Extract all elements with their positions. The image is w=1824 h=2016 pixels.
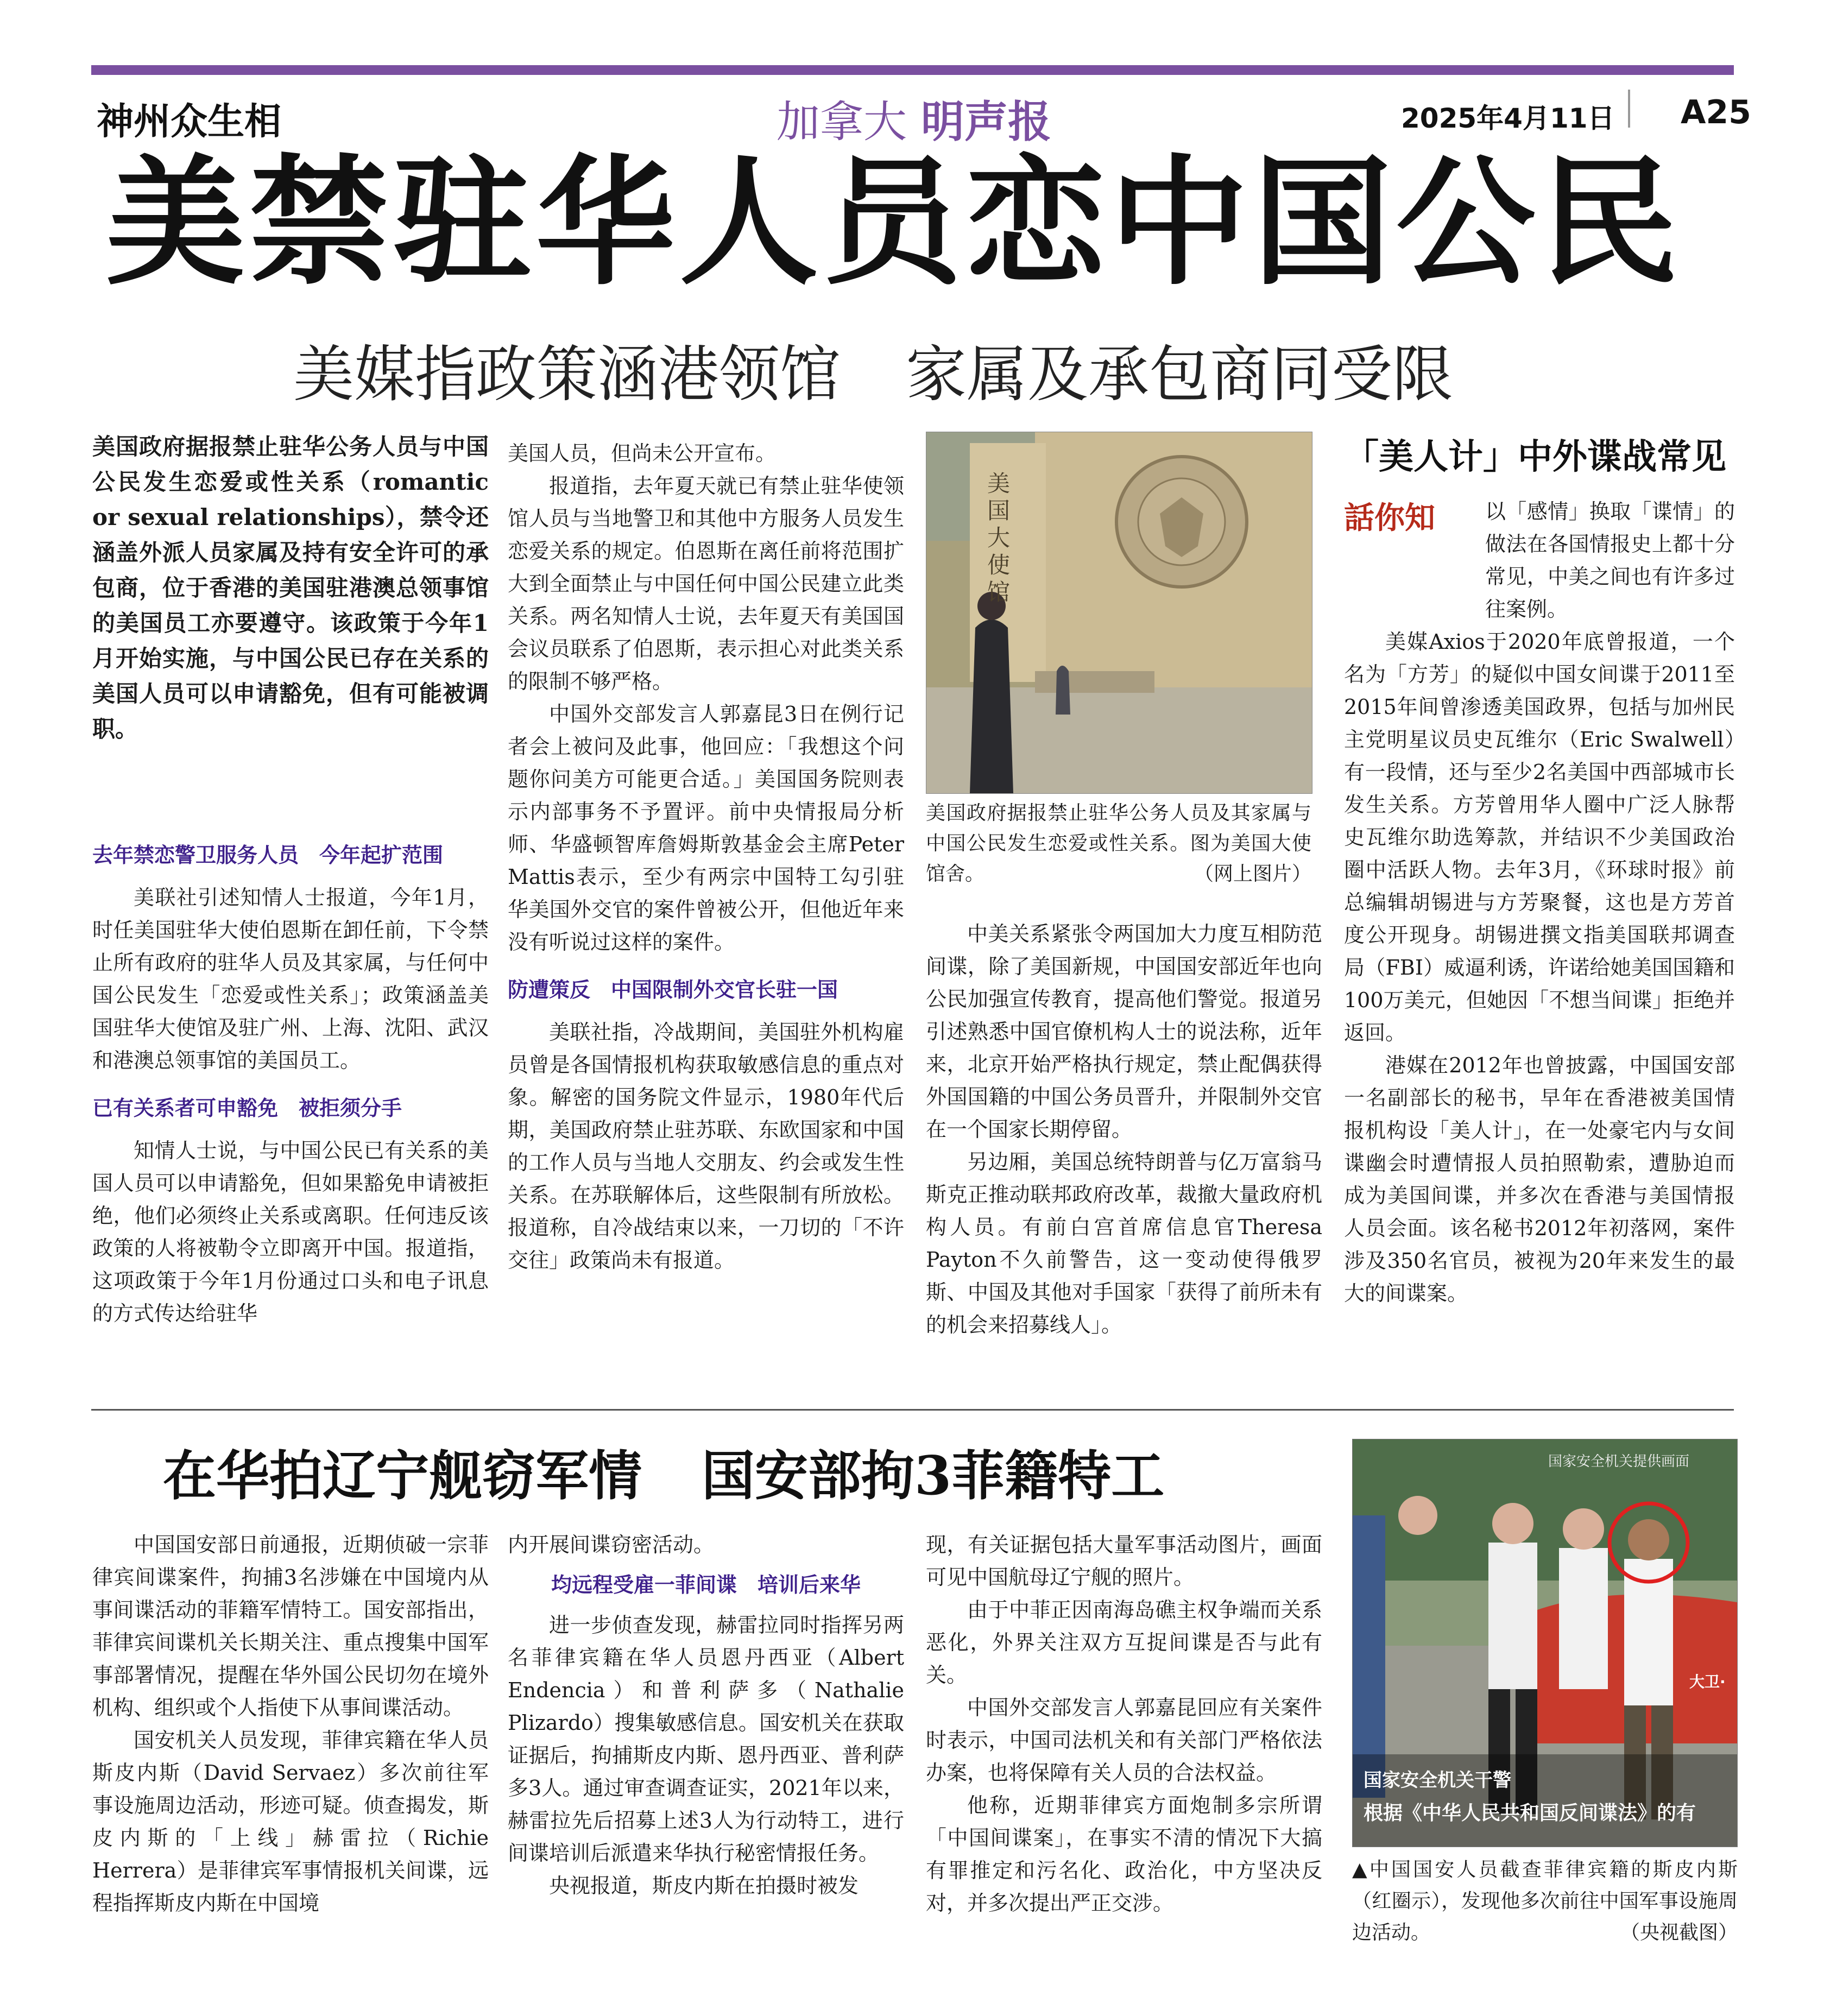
top-color-bar bbox=[91, 65, 1734, 75]
sub-headline bbox=[293, 326, 1542, 413]
section-title: 神州众生相 bbox=[97, 100, 282, 143]
cctv-screenshot bbox=[1352, 1439, 1738, 1847]
page-number: A25 bbox=[1681, 93, 1751, 131]
story2-headline bbox=[163, 1433, 1164, 1510]
story1-paragraph: 美联社引述知情人士报道，今年1月，时任美国驻华大使伯恩斯在卸任前，下令禁止所有政府的驻华人员及其家属，与任何中国公民发生「恋爱或性关系」；政策涵盖美国驻华大使馆及驻广州、上海、沈阳、武汉和港澳总领事馆的美国员工。 bbox=[92, 886, 489, 1072]
story2-paragraph: 中国国安部日前通报，近期侦破一宗菲律宾间谍案件，拘捕3名涉嫌在中国境内从事间谍活动的菲籍军情特工。国安部指出，菲律宾间谍机关长期关注、重点搜集中国军事部署情况，提醒在华外国公民切勿在境外机构、组织或个人指使下从事间谍活动。 bbox=[92, 1533, 489, 1720]
masthead-divider bbox=[1628, 90, 1630, 128]
column-name: 話你知 bbox=[1344, 500, 1435, 536]
sidebar-headline: 「美人计」中外谍战常见 bbox=[1344, 437, 1726, 477]
screenshot-name-tag: 大卫· bbox=[1689, 1673, 1726, 1691]
embassy-photo bbox=[926, 432, 1312, 794]
story2-paragraph: 国安机关人员发现，菲律宾籍在华人员斯皮内斯（David Servaez）多次前往军事设施周边活动，形迹可疑。侦查揭发，斯皮内斯的「上线」赫雷拉（Richie Herrera）是菲律宾军事情报机关间谍，远程指挥斯皮内斯在中国境 bbox=[92, 1728, 489, 1915]
photo-credit: （网上图片） bbox=[1194, 863, 1311, 885]
story-divider bbox=[91, 1409, 1734, 1411]
story1-paragraph: 美国人员，但尚未公开宣布。 bbox=[508, 441, 777, 465]
story2-column-3 bbox=[926, 1528, 1322, 1919]
sidebar-body bbox=[1344, 495, 1735, 1310]
story1-subhead-2: 已有关系者可申豁免 被拒须分手 bbox=[92, 1096, 402, 1120]
story1-column-2 bbox=[508, 437, 904, 1276]
screenshot-subtitle-1: 国家安全机关干警 bbox=[1364, 1769, 1511, 1791]
cctv-caption-credit: （央视截图） bbox=[1620, 1922, 1738, 1944]
story2-paragraph: 他称，近期菲律宾方面炮制多宗所谓「中国间谍案」，在事实不清的情况下大搞有罪推定和污名化、政治化，中方坚决反对，并多次提出严正交涉。 bbox=[926, 1793, 1322, 1915]
embassy-photo-image bbox=[926, 432, 1312, 793]
paper-name bbox=[777, 87, 1051, 149]
story2-paragraph: 现，有关证据包括大量军事活动图片，画面可见中国航母辽宁舰的照片。 bbox=[926, 1533, 1322, 1589]
paper-brand: 明声报 bbox=[921, 97, 1051, 147]
issue-date: 2025年4月11日 bbox=[1401, 103, 1615, 134]
story1-paragraph: 美联社指，冷战期间，美国驻外机构雇员曾是各国情报机构获取敏感信息的重点对象。解密的国务院文件显示，1980年代后期，美国政府禁止驻苏联、东欧国家和中国的工作人员与当地人交朋友、约会或发生性关系。在苏联解体后，这些限制有所放松。报道称，自冷战结束以来，一刀切的「不许交往」政策尚未有报道。 bbox=[508, 1020, 904, 1272]
embassy-sign-text: 美国大使馆 bbox=[987, 470, 1011, 605]
story2-paragraph: 进一步侦查发现，赫雷拉同时指挥另两名菲律宾籍在华人员恩丹西亚（Albert Endencia）和普利萨多（Nathalie Plizardo）搜集敏感信息。国安机关在获取证据后，拘捕斯皮内斯、恩丹西亚、普利萨多3人。通过审查调查证实，2021年以来，赫雷拉先后招募上述3人为行动特工，进行间谍培训后派遣来华执行秘密情报任务。 bbox=[508, 1613, 904, 1865]
story1-column-1 bbox=[92, 839, 489, 1330]
story1-paragraph: 报道指，去年夏天就已有禁止驻华使领馆人员与当地警卫和其他中方服务人员发生恋爱关系的规定。伯恩斯在离任前将范围扩大到全面禁止与中国任何中国公民建立此类关系。两名知情人士说，去年夏天有美国国会议员联系了伯恩斯，表示担心对此类关系的限制不够严格。 bbox=[508, 474, 904, 693]
sub-headline-b: 家属及承包商同受限 bbox=[906, 339, 1453, 410]
story2-headline-a: 在华拍辽宁舰窃军情 bbox=[163, 1445, 642, 1507]
screenshot-subtitle-2: 根据《中华人民共和国反间谍法》的有 bbox=[1364, 1802, 1696, 1824]
story2-paragraph: 由于中菲正因南海岛礁主权争端而关系恶化，外界关注双方互捉间谍是否与此有关。 bbox=[926, 1598, 1322, 1687]
sidebar-paragraph: 美媒Axios于2020年底曾报道，一个名为「方芳」的疑似中国女间谍于2011至2015年间曾渗透美国政界，包括与加州民主党明星议员史瓦维尔（Eric Swalwell）有一段情，还与至少2名美国中西部城市长发生关系。方芳曾用华人圈中广泛人脉帮史瓦维尔助选筹款，并结识不少美国政治圈中活跃人物。去年3月，《环球时报》前总编辑胡锡进与方芳聚餐，这也是方芳首度公开现身。胡锡进撰文指美国联邦调查局（FBI）威逼利诱，许诺给她美国国籍和100万美元，但她因「不想当间谍」拒绝并返回。 bbox=[1344, 630, 1735, 1045]
sidebar-paragraph: 以「感情」换取「谍情」的做法在各国情报史上都十分常见，中美之间也有许多过往案例。 bbox=[1485, 500, 1735, 621]
lead-paragraph: 美国政府据报禁止驻华公务人员与中国公民发生恋爱或性关系（romantic or sexual relationships），禁令还涵盖外派人员家属及持有安全许可的承包商，位于香港的美国驻港澳总领事馆的美国员工亦要遵守。该政策于今年1月开始实施，与中国公民已存在关系的美国人员可以申请豁免，但有可能被调职。 bbox=[92, 433, 489, 742]
photo-caption bbox=[926, 798, 1311, 889]
story1-paragraph: 中国外交部发言人郭嘉昆3日在例行记者会上被问及此事，他回应：「我想这个问题你问美方可能更合适。」美国国务院则表示内部事务不予置评。前中央情报局分析师、华盛顿智库詹姆斯敦基金会主席Peter Mattis表示，至少有两宗中国特工勾引驻华美国外交官的案件曾被公开，但他近年来没有听说过这样的案件。 bbox=[508, 702, 904, 954]
story1-paragraph: 知情人士说，与中国公民已有关系的美国人员可以申请豁免，但如果豁免申请被拒绝，他们必须终止关系或离职。任何违反该政策的人将被勒令立即离开中国。报道指，这项政策于今年1月份通过口头和电子讯息的方式传达给驻华 bbox=[92, 1139, 489, 1325]
photo-caption-text: 美国政府据报禁止驻华公务人员及其家属与中国公民发生恋爱或性关系。图为美国大使馆舍。 bbox=[926, 802, 1311, 885]
main-headline: 美禁驻华人员恋中国公民 bbox=[106, 141, 1683, 304]
cctv-caption-text: ▲中国国安人员截查菲律宾籍的斯皮内斯（红圈示），发现他多次前往中国军事设施周边活动。 bbox=[1352, 1859, 1738, 1944]
story2-paragraph: 内开展间谍窃密活动。 bbox=[508, 1533, 715, 1557]
sidebar-paragraph: 港媒在2012年也曾披露，中国国安部一名副部长的秘书，早年在香港被美国情报机构设「美人计」，在一处豪宅内与女间谍幽会时遭情报人员拍照勒索，遭胁迫而成为美国间谍，并多次在香港与美国情报人员会面。该名秘书2012年初落网，案件涉及350名官员，被视为20年来发生的最大的间谍案。 bbox=[1344, 1053, 1735, 1305]
story1-paragraph: 另边厢，美国总统特朗普与亿万富翁马斯克正推动联邦政府改革，裁撤大量政府机构人员。有前白宫首席信息官Theresa Payton不久前警告，这一变动使得俄罗斯、中国及其他对手国家「获得了前所未有的机会来招募线人」。 bbox=[926, 1150, 1322, 1337]
paper-region: 加拿大 bbox=[777, 97, 907, 147]
story2-column-1 bbox=[92, 1528, 489, 1919]
story1-subhead-3: 防遭策反 中国限制外交官长驻一国 bbox=[508, 978, 838, 1002]
story2-paragraph: 中国外交部发言人郭嘉昆回应有关案件时表示，中国司法机关和有关部门严格依法办案，也将保障有关人员的合法权益。 bbox=[926, 1696, 1322, 1785]
story1-paragraph: 中美关系紧张令两国加大力度互相防范间谍，除了美国新规，中国国安部近年也向公民加强宣传教育，提高他们警觉。报道另引述熟悉中国官僚机构人士的说法称，近年来，北京开始严格执行规定，禁止配偶获得外国国籍的中国公务员晋升，并限制外交官在一个国家长期停留。 bbox=[926, 922, 1322, 1141]
sub-headline-a: 美媒指政策涵港领馆 bbox=[293, 339, 841, 410]
story2-paragraph: 央视报道，斯皮内斯在拍摄时被发 bbox=[549, 1874, 859, 1898]
story2-headline-b: 国安部拘3菲籍特工 bbox=[702, 1445, 1165, 1507]
cctv-caption bbox=[1352, 1854, 1738, 1949]
story1-column-3 bbox=[926, 918, 1322, 1341]
story1-subhead-1: 去年禁恋警卫服务人员 今年起扩范围 bbox=[92, 843, 444, 867]
story2-subhead: 均远程受雇一菲间谍 培训后来华 bbox=[551, 1573, 861, 1597]
story2-column-2 bbox=[508, 1528, 904, 1902]
screenshot-source-overlay: 国家安全机关提供画面 bbox=[1548, 1453, 1690, 1470]
